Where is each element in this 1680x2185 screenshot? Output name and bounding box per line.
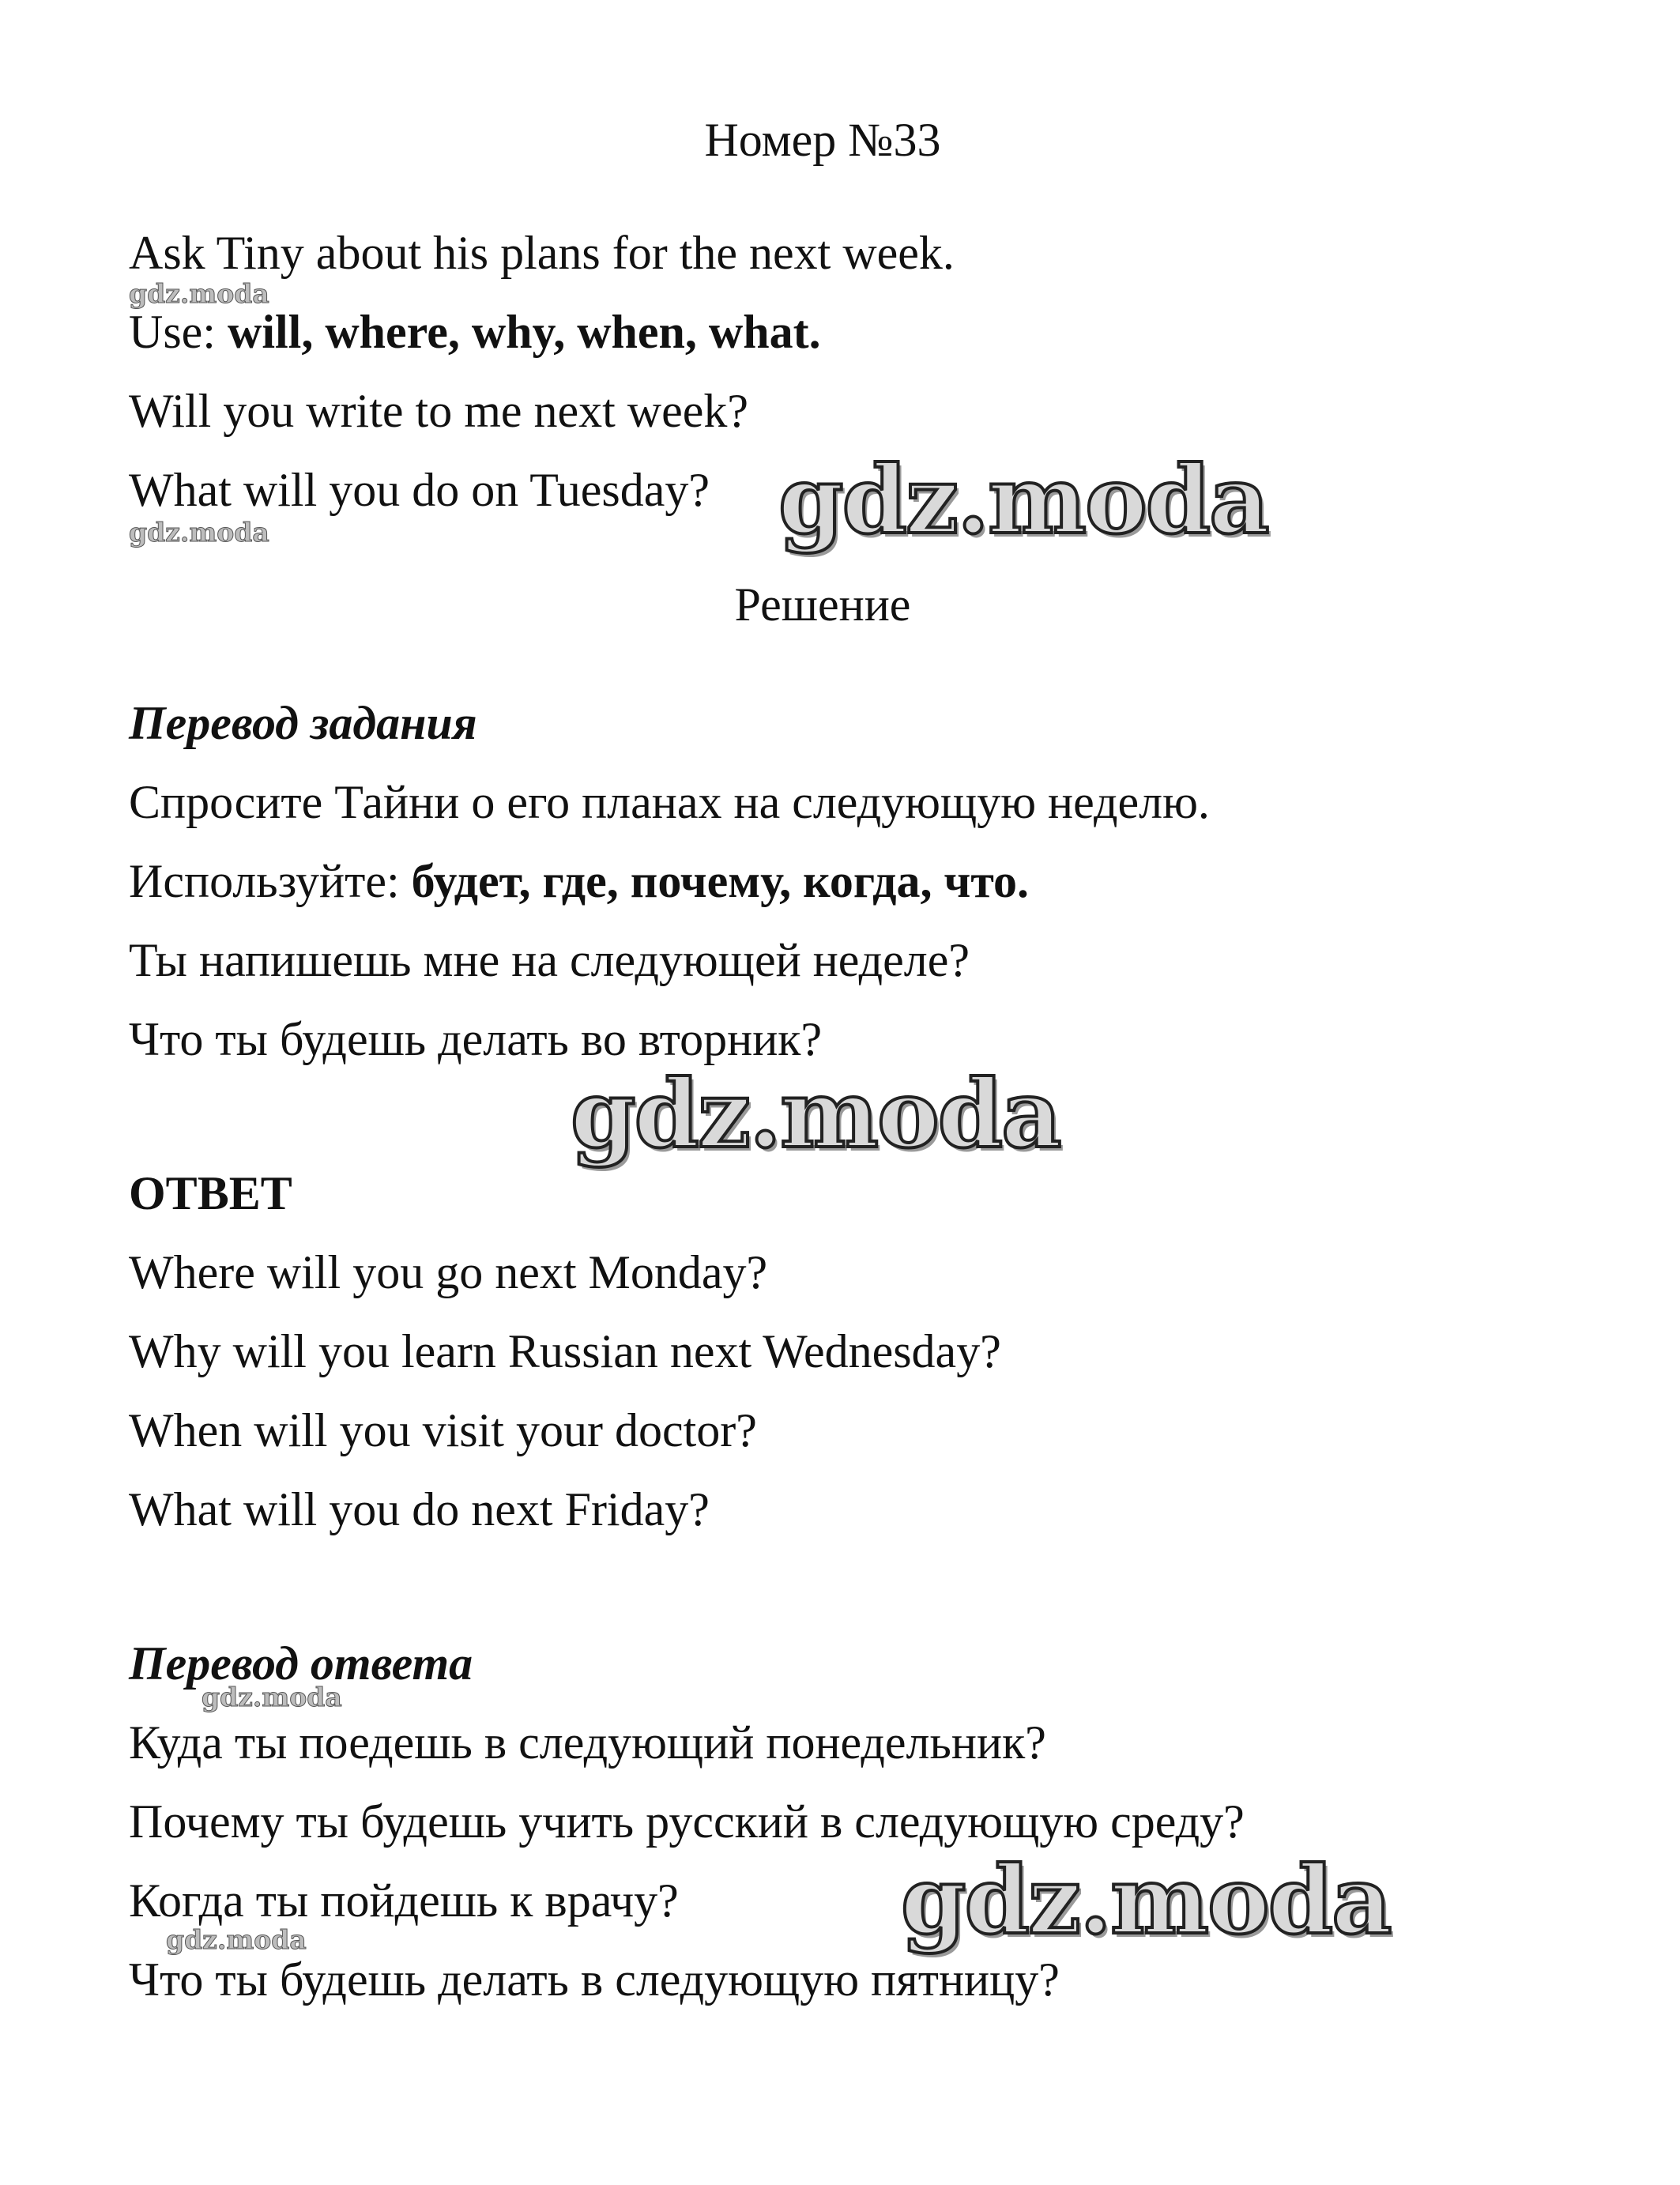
task-use-words: will, where, why, when, what. [227,306,821,358]
watermark-large: gdz.moda [571,1059,1060,1169]
task-translation-example-1: Ты напишешь мне на следующей неделе? [129,934,970,986]
task-translation-use-prefix: Используйте: [129,855,412,907]
exercise-title: Номер №33 [704,114,941,166]
task-use-prefix: Use: [129,306,228,358]
watermark-small: gdz.moda [129,517,269,548]
watermark-large: gdz.moda [901,1845,1391,1955]
answer-heading: ОТВЕТ [129,1167,292,1219]
task-line: Ask Tiny about his plans for the next week. [129,227,955,279]
answer-line-4: What will you do next Friday? [129,1483,710,1535]
answer-translation-line-4: Что ты будешь делать в следующую пятницу? [129,1953,1060,2006]
watermark-large: gdz.moda [778,445,1268,555]
task-translation-example-2: Что ты будешь делать во вторник? [129,1013,823,1065]
task-translation-use-words: будет, где, почему, когда, что. [411,855,1030,907]
task-use-line [129,304,821,360]
answer-line-2: Why will you learn Russian next Wednesday? [129,1325,1001,1377]
answer-translation-line-3: Когда ты пойдешь к врачу? [129,1874,679,1927]
watermark-small: gdz.moda [202,1682,342,1712]
task-example-2: What will you do on Tuesday? [129,464,710,516]
task-translation-heading: Перевод задания [129,697,477,749]
solution-label: Решение [734,578,911,631]
answer-translation-line-1: Куда ты поедешь в следующий понедельник? [129,1716,1046,1769]
watermark-small: gdz.moda [166,1924,307,1955]
answer-line-1: Where will you go next Monday? [129,1246,768,1298]
watermark-small: gdz.moda [129,278,269,309]
answer-translation-line-2: Почему ты будешь учить русский в следующую среду? [129,1795,1245,1848]
answer-translation-heading: Перевод ответа [129,1637,473,1690]
answer-line-3: When will you visit your doctor? [129,1404,757,1456]
task-translation-use-line [129,853,1029,909]
task-translation-line: Спросите Тайни о его планах на следующую неделю. [129,776,1210,828]
task-example-1: Will you write to me next week? [129,385,749,437]
